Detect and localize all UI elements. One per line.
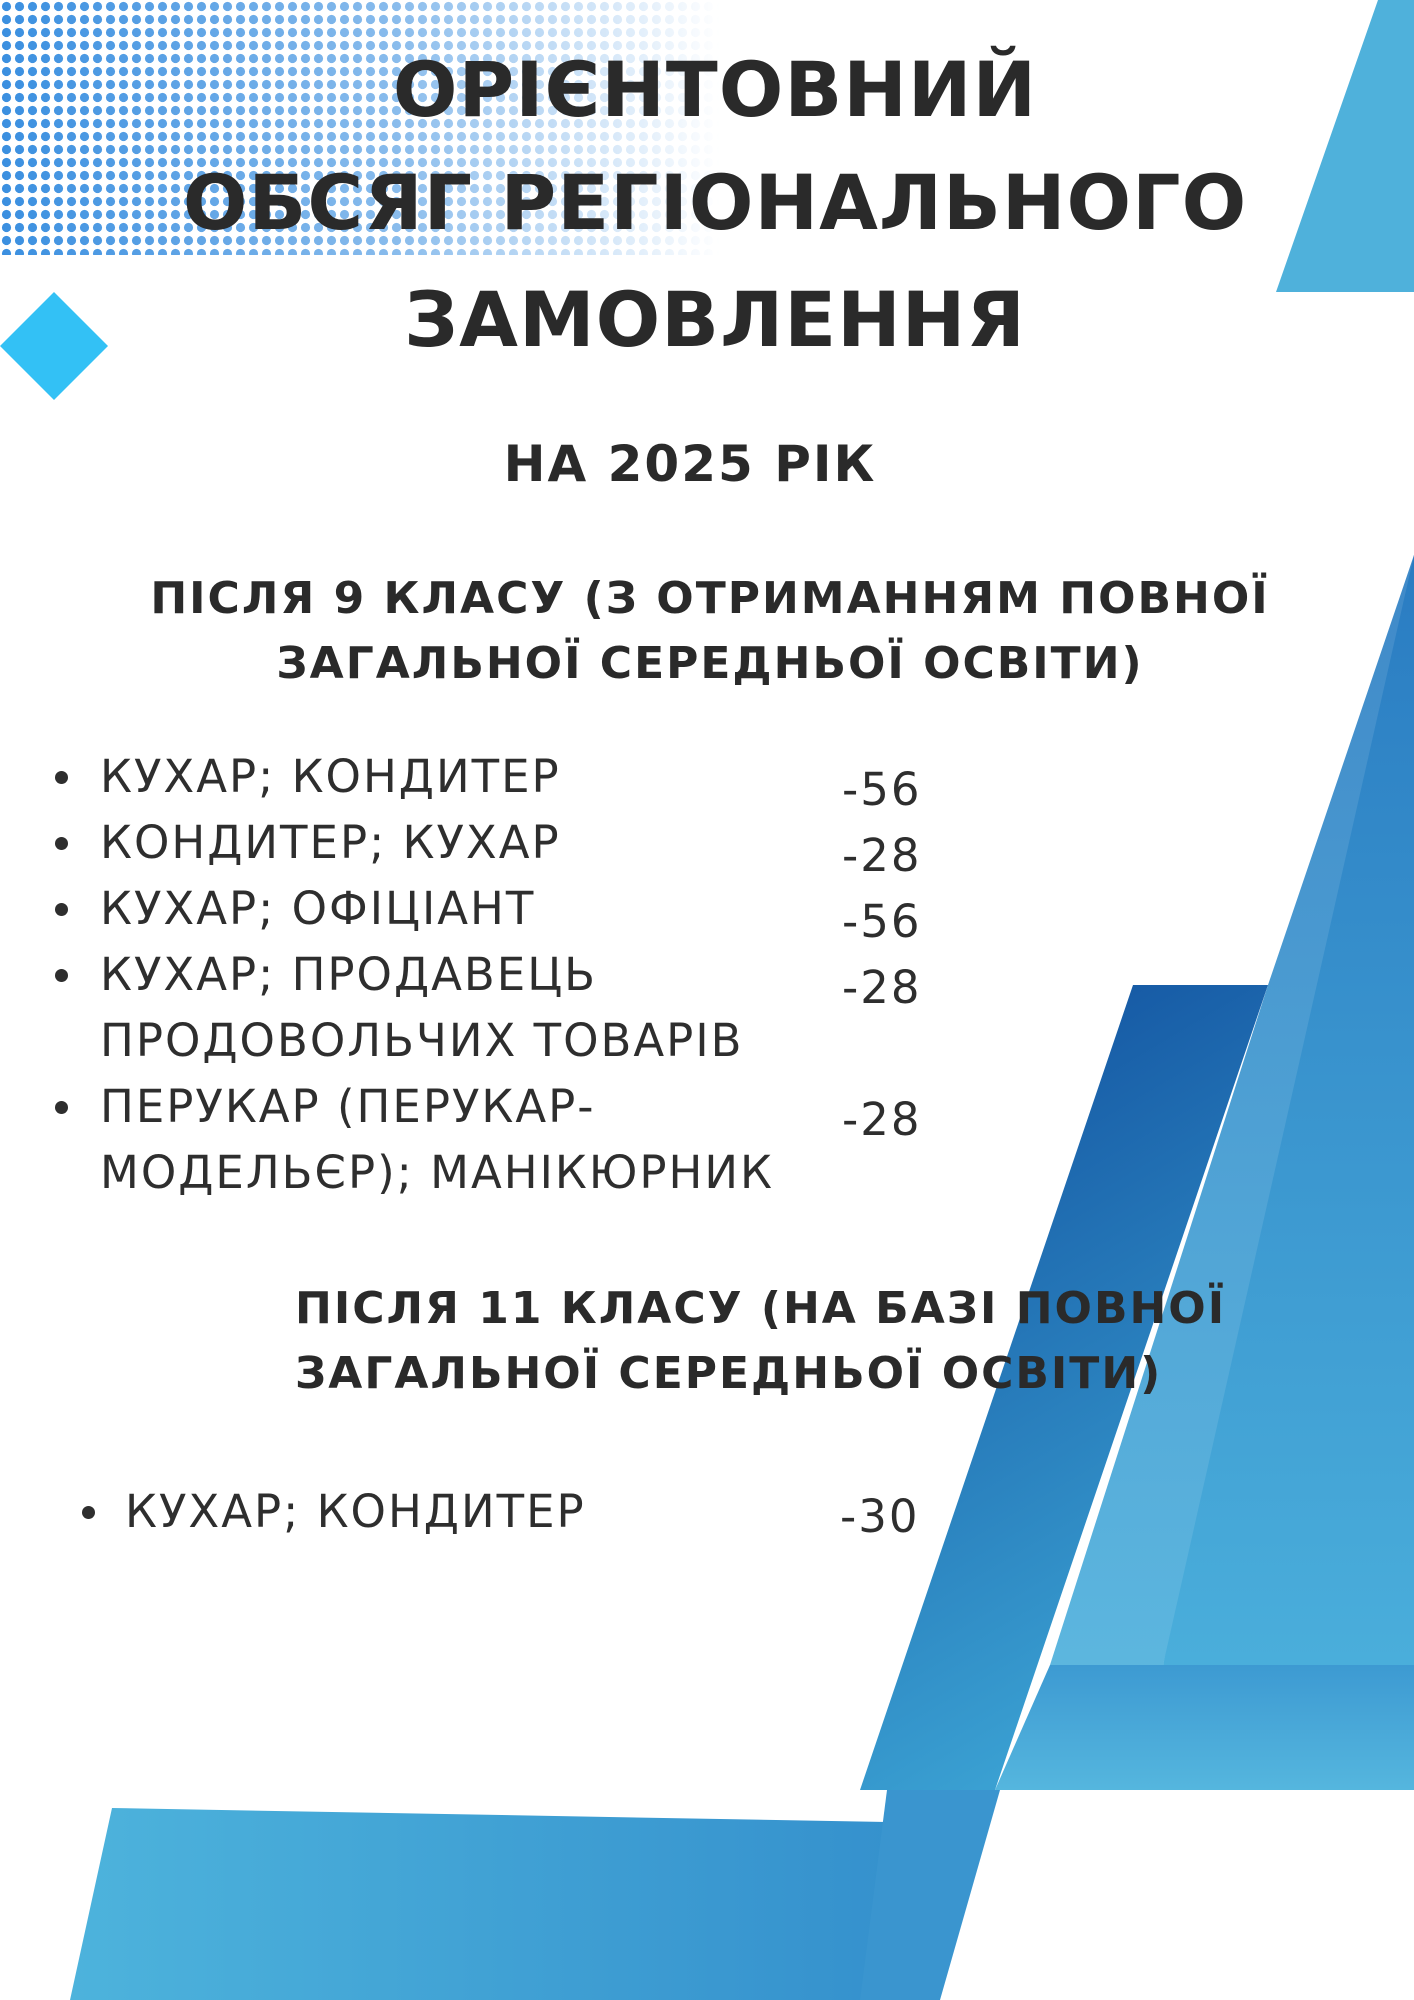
list-item: КОНДИТЕР; КУХАР (100, 816, 561, 869)
item-count: -28 (842, 829, 922, 882)
list-bullet (55, 969, 68, 982)
list-item: КУХАР; ОФІЦІАНТ (100, 882, 536, 935)
list-item: КУХАР; КОНДИТЕР (125, 1485, 586, 1538)
section2-heading-line-2: ЗАГАЛЬНОЇ СЕРЕДНЬОЇ ОСВІТИ) (295, 1348, 1163, 1399)
list-bullet (55, 771, 68, 784)
list-bullet (82, 1506, 95, 1519)
subtitle-year: НА 2025 РІК (503, 435, 877, 493)
list-item-continuation: МОДЕЛЬЄР); МАНІКЮРНИК (100, 1146, 774, 1199)
item-count: -30 (840, 1490, 920, 1543)
section1-heading-line-2: ЗАГАЛЬНОЇ СЕРЕДНЬОЇ ОСВІТИ) (276, 638, 1144, 689)
list-item: ПЕРУКАР (ПЕРУКАР- (100, 1080, 596, 1133)
list-bullet (55, 903, 68, 916)
section1-heading-line-1: ПІСЛЯ 9 КЛАСУ (З ОТРИМАННЯМ ПОВНОЇ (150, 573, 1270, 624)
list-bullet (55, 837, 68, 850)
list-item: КУХАР; ПРОДАВЕЦЬ (100, 948, 598, 1001)
item-count: -28 (842, 1093, 922, 1146)
item-count: -56 (842, 895, 922, 948)
title-line-3: ЗАМОВЛЕННЯ (404, 275, 1026, 364)
item-count: -56 (842, 763, 922, 816)
title-line-2: ОБСЯГ РЕГІОНАЛЬНОГО (182, 158, 1248, 247)
title-line-1: ОРІЄНТОВНИЙ (392, 45, 1038, 134)
list-item-continuation: ПРОДОВОЛЬЧИХ ТОВАРІВ (100, 1014, 744, 1067)
section2-heading-line-1: ПІСЛЯ 11 КЛАСУ (НА БАЗІ ПОВНОЇ (295, 1283, 1227, 1334)
item-count: -28 (842, 961, 922, 1014)
list-bullet (55, 1101, 68, 1114)
list-item: КУХАР; КОНДИТЕР (100, 750, 561, 803)
